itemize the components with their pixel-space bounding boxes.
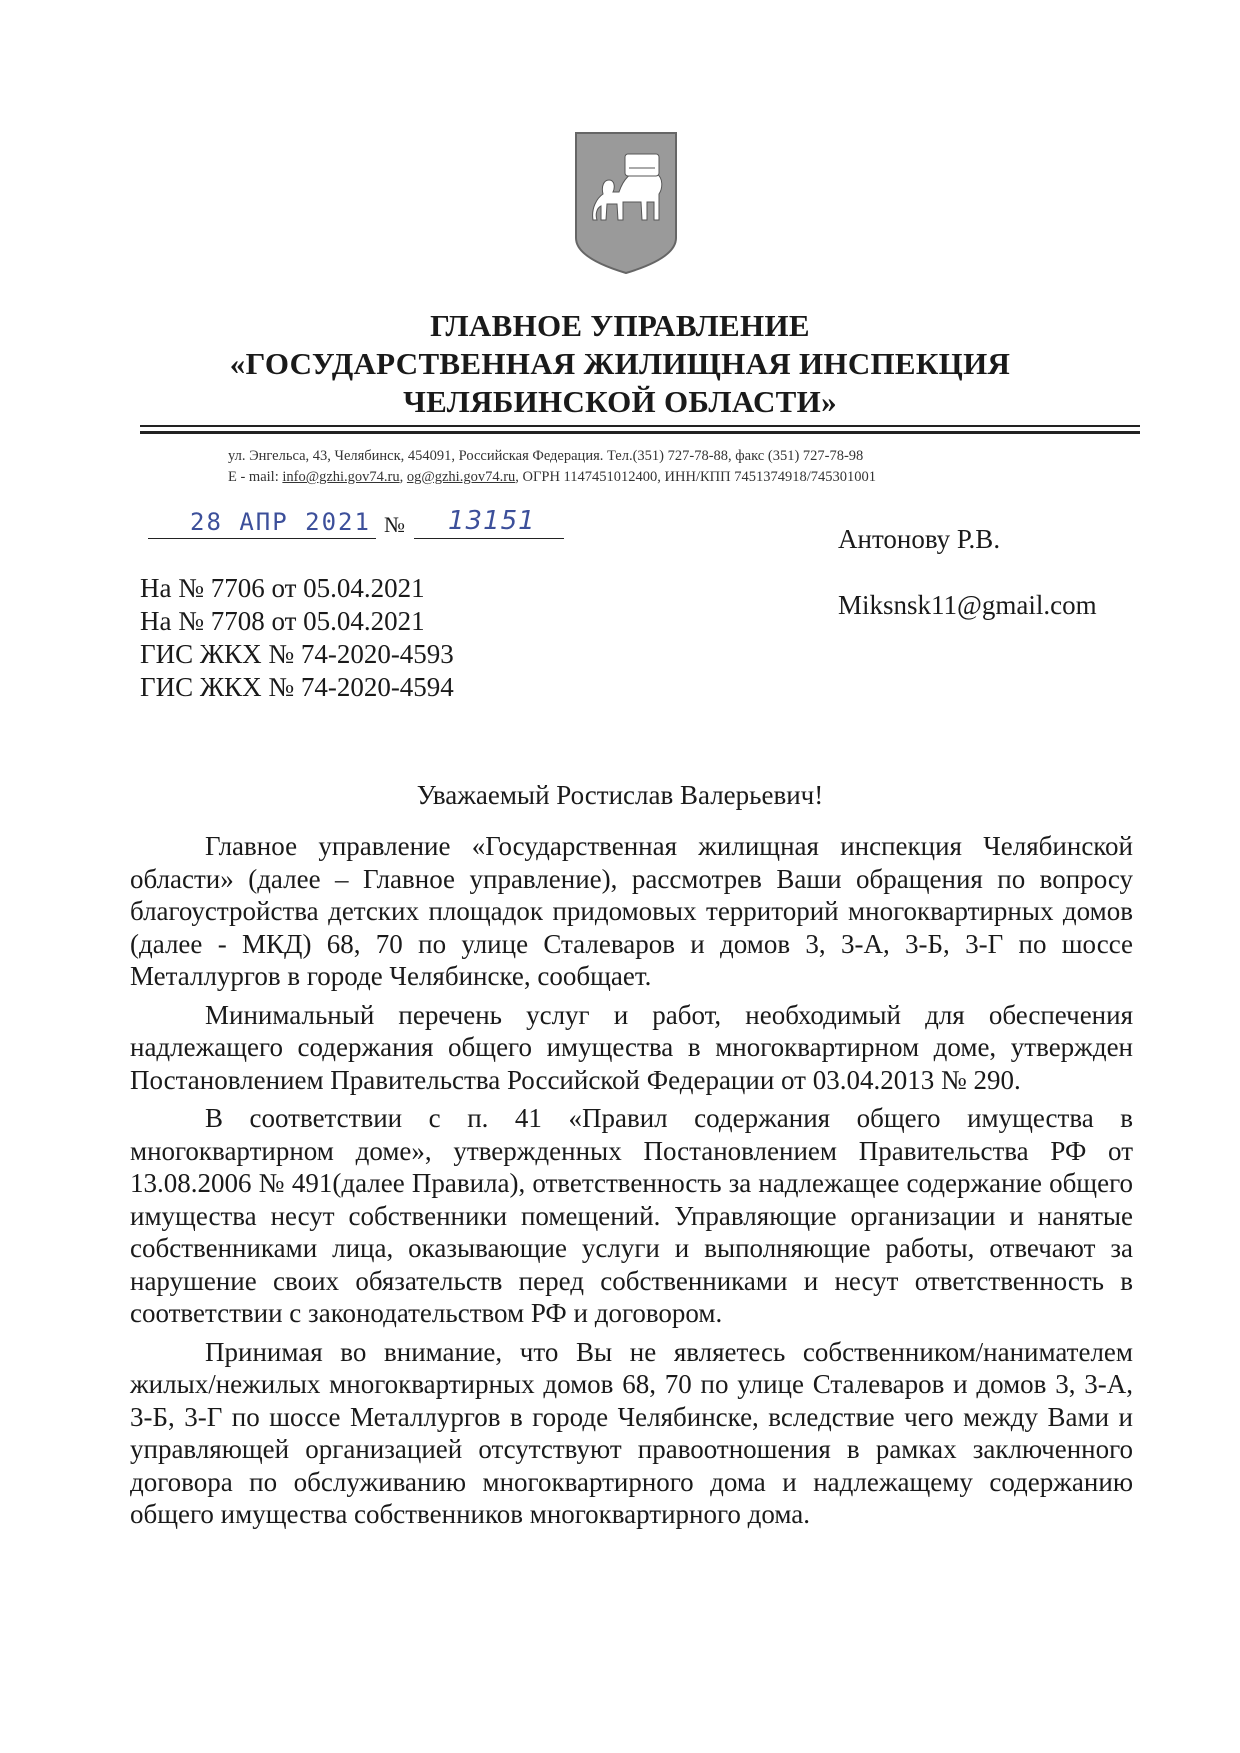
chelyabinsk-camel-crest-icon — [571, 128, 681, 278]
reference-item: На № 7708 от 05.04.2021 — [140, 606, 425, 636]
reference-item: ГИС ЖКХ № 74-2020-4593 — [140, 639, 454, 669]
header-divider-thin — [140, 425, 1140, 427]
email-link-info[interactable]: info@gzhi.gov74.ru — [282, 469, 400, 485]
email-separator: , — [399, 469, 407, 485]
date-stamp: 28 АПР 2021 — [190, 508, 371, 536]
recipient-name: Антонову Р.В. — [838, 524, 1001, 554]
body-paragraph: Минимальный перечень услуг и работ, необходимый для обеспечения надлежащего содержания общего имущества в многоквартирном доме, утвержден Постановлением Правительства Российской Федерации от 03.04.2013 № 290. — [130, 999, 1133, 1095]
reference-item: На № 7706 от 05.04.2021 — [140, 573, 425, 603]
org-contacts-line — [228, 467, 1128, 488]
org-registration-numbers: , ОГРН 1147451012400, ИНН/КПП 7451374918/745301001 — [515, 469, 876, 485]
number-sign: № — [384, 512, 405, 537]
letter-body — [130, 830, 1133, 1537]
email-prefix: E - mail: — [228, 469, 283, 485]
body-paragraph: Принимая во внимание, что Вы не являетесь собственником/нанимателем жилых/нежилых многоквартирных домов 68, 70 по улице Сталеваров и домов 3, 3-А, 3-Б, 3-Г по шоссе Металлургов в городе Челябинске, вследствие чего между Вами и управляющей организацией отсутствуют правоотношения в рамках заключенного договора по обслуживанию многоквартирного дома и надлежащему содержанию общего имущества собственников многоквартирного дома. — [130, 1336, 1133, 1529]
org-title-line-2: «ГОСУДАРСТВЕННАЯ ЖИЛИЩНАЯ ИНСПЕКЦИЯ — [229, 346, 1011, 381]
email-link-og[interactable]: og@gzhi.gov74.ru — [406, 469, 516, 485]
org-address: ул. Энгельса, 43, Челябинск, 454091, Российская Федерация. Тел.(351) 727-78-88, факс (351) 727-78-98 — [228, 448, 864, 464]
number-underline — [414, 538, 564, 539]
reference-list — [140, 572, 454, 704]
date-underline — [148, 538, 376, 539]
header-divider-thick — [140, 431, 1140, 434]
org-title-line-3: ЧЕЛЯБИНСКОЙ ОБЛАСТИ» — [403, 384, 837, 419]
contact-block — [228, 446, 1128, 488]
body-paragraph: Главное управление «Государственная жилищная инспекция Челябинской области» (далее – Главное управление), рассмотрев Ваши обращения по вопросу благоустройства детских площадок придомовых территорий многоквартирных домов (далее - МКД) 68, 70 по улице Сталеваров и домов 3, 3-А, 3-Б, 3-Г по шоссе Металлургов в городе Челябинске, сообщает. — [130, 831, 1133, 991]
recipient-email: Miksnsk11@gmail.com — [838, 590, 1097, 620]
body-paragraph: В соответствии с п. 41 «Правил содержания общего имущества в многоквартирном доме», утвержденных Постановлением Правительства РФ от 13.08.2006 № 491(далее Правила), ответственность за надлежащее содержание общего имущества несут собственники помещений. Управляющие организации и нанятые собственниками лица, оказывающие услуги и выполняющие работы, отвечают за нарушение своих обязательств перед собственниками и несут ответственность в соответствии с законодательством РФ и договором. — [130, 1103, 1133, 1328]
org-title-line-1: ГЛАВНОЕ УПРАВЛЕНИЕ — [430, 308, 810, 343]
outgoing-number: 13151 — [448, 506, 536, 536]
reference-item: ГИС ЖКХ № 74-2020-4594 — [140, 672, 454, 702]
greeting: Уважаемый Ростислав Валерьевич! — [416, 780, 824, 810]
